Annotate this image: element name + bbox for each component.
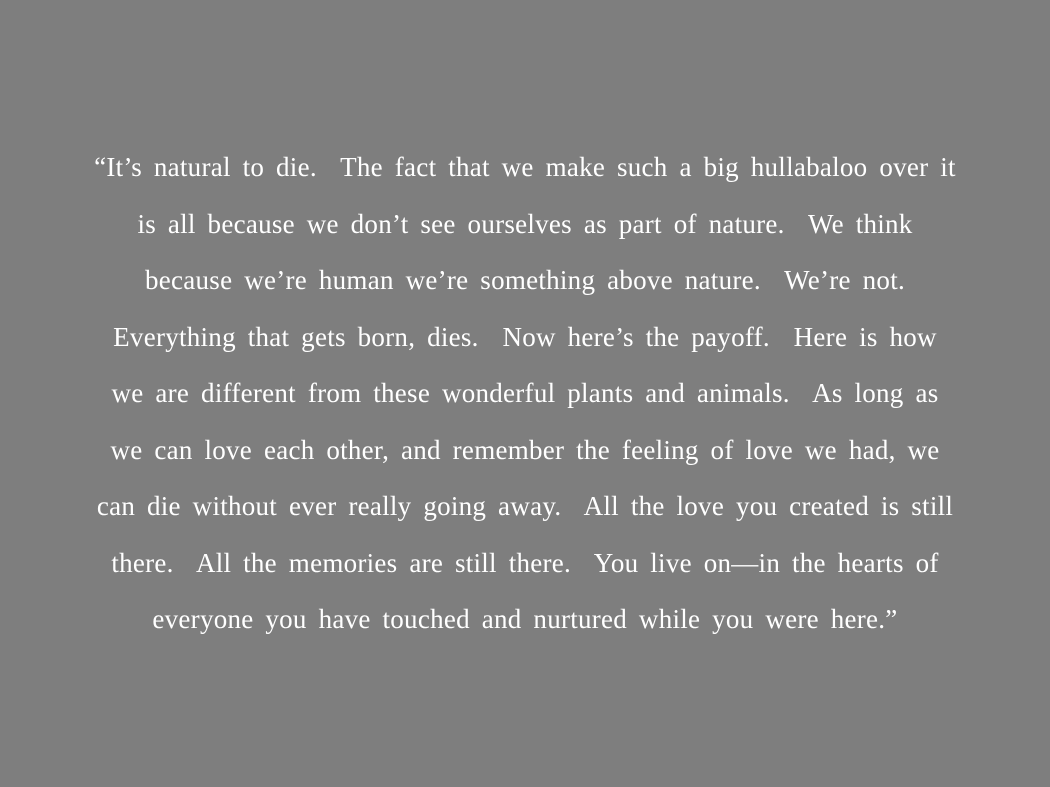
quote-line: because we’re human we’re something above nature. We’re not. — [145, 265, 905, 296]
quote-line: “It’s natural to die. The fact that we make such a big hullabaloo over it — [94, 152, 956, 183]
quote-line: there. All the memories are still there. You live on—in the hearts of — [111, 547, 939, 578]
quote-line: is all because we don’t see ourselves as part of nature. We think — [137, 208, 913, 239]
quote-line: Everything that gets born, dies. Now here’s the payoff. Here is how — [113, 321, 937, 352]
quote-line: we are different from these wonderful plants and animals. As long as — [111, 378, 939, 409]
quote-line: everyone you have touched and nurtured while you were here.” — [152, 604, 898, 635]
quote-text-block — [35, 139, 1015, 648]
quote-line: we can love each other, and remember the feeling of love we had, we — [110, 434, 940, 465]
quote-line: can die without ever really going away. All the love you created is still — [96, 491, 954, 522]
